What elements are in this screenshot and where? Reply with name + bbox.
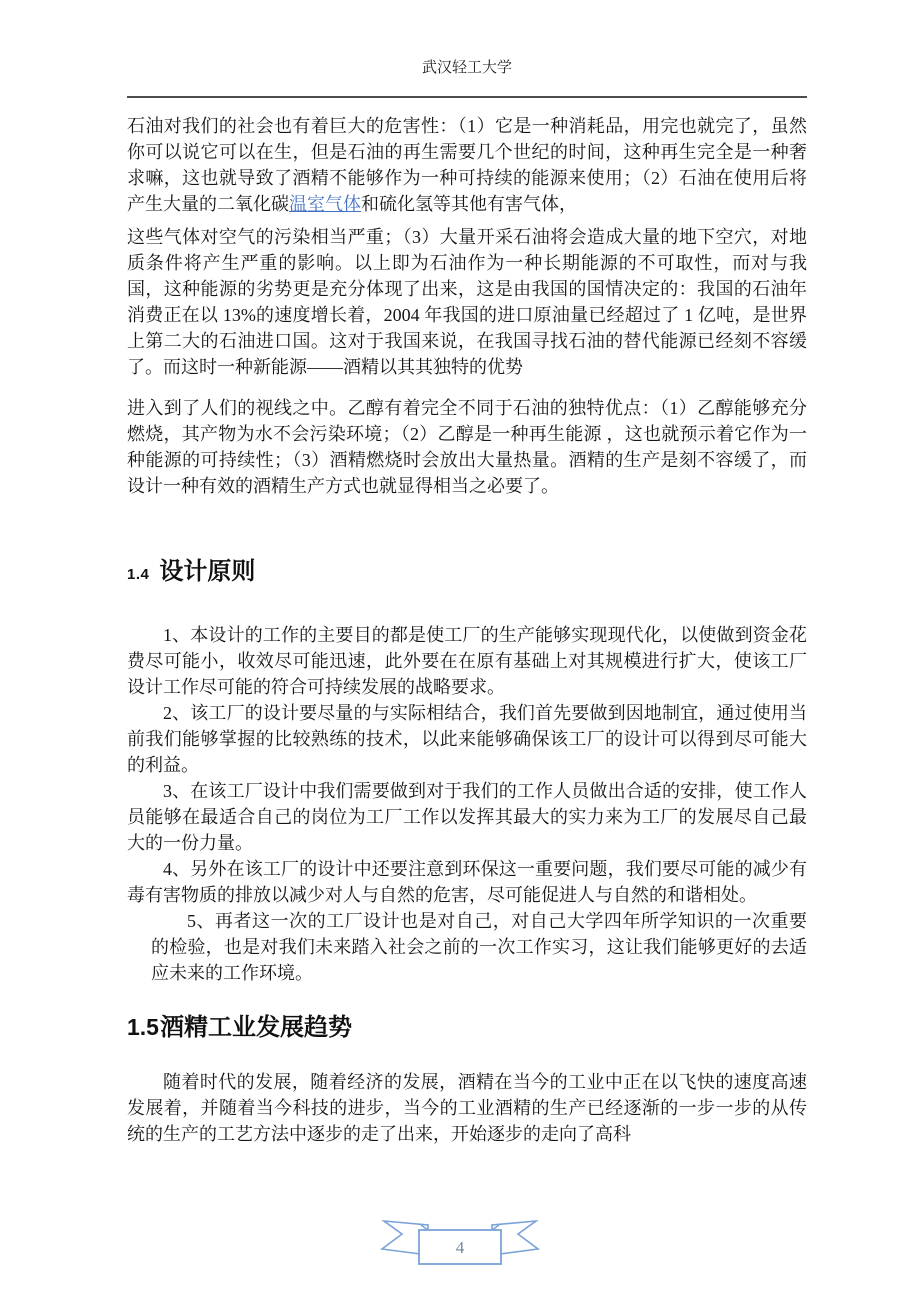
- intro-paragraph-1: [127, 113, 807, 217]
- university-name: 武汉轻工大学: [421, 60, 512, 76]
- section-1-4-heading: [127, 557, 807, 590]
- design-principle-item-2: 2、该工厂的设计要尽量的与实际相结合，我们首先要做到因地制宜，通过使用当前我们能够掌握的比较熟练的技术，以此来能够确保该工厂的设计可以得到尽可能大的利益。: [127, 703, 807, 775]
- section-1-5-heading: [127, 1012, 807, 1043]
- page-footer: [0, 1218, 920, 1273]
- ribbon-banner-icon: [372, 1218, 548, 1268]
- page-number: 4: [455, 1238, 465, 1257]
- intro-paragraph-2: 这些气体对空气的污染相当严重；（3）大量开采石油将会造成大量的地下空穴，对地质条件将产生严重的影响。以上即为石油作为一种长期能源的不可取性，而对与我国，这种能源的劣势更是充分体现了出来，这是由我国的国情决定的：我国的石油年消费正在以 13%的速度增长着，2004 年我国的进口原油量已经超过了 1 亿吨，是世界上第二大的石油进口国。这对于我国来说，在我国寻找石油的替代能源已经刻不容缓了。而这时一种新能源——酒精以其其独特的优势: [127, 227, 807, 377]
- page-header: [127, 58, 807, 78]
- intro-paragraph-3: 进入到了人们的视线之中。乙醇有着完全不同于石油的独特优点：（1）乙醇能够充分燃烧，其产物为水不会污染环境；（2）乙醇是一种再生能源 ，这也就预示着它作为一种能源的可持续性；（3）酒精燃烧时会放出大量热量。酒精的生产是刻不容缓了，而设计一种有效的酒精生产方式也就显得相当之必要了。: [127, 398, 807, 496]
- section-1-4-number: 1.4: [127, 566, 150, 583]
- design-principles-list: [127, 622, 807, 986]
- intro-paragraph-1-text-after-link: 和硫化氢等其他有害气体，: [361, 194, 577, 214]
- design-principle-item-3: 3、在该工厂设计中我们需要做到对于我们的工作人员做出合适的安排，使工作人员能够在最适合自己的岗位为工厂工作以发挥其最大的实力来为工厂的发展尽自己最大的一份力量。: [127, 781, 807, 853]
- section-1-5-number: 1.5: [127, 1014, 159, 1040]
- design-principle-item-4: 4、另外在该工厂的设计中还要注意到环保这一重要问题，我们要尽可能的减少有毒有害物质的排放以减少对人与自然的危害，尽可能促进人与自然的和谐相处。: [127, 859, 807, 905]
- design-principle-item-5: 5、再者这一次的工厂设计也是对自己，对自己大学四年所学知识的一次重要的检验，也是对我们未来踏入社会之前的一次工作实习，这让我们能够更好的去适应未来的工作环境。: [151, 911, 807, 983]
- alcohol-trend-paragraph: 随着时代的发展，随着经济的发展，酒精在当今的工业中正在以飞快的速度高速发展着，并随着当今科技的进步，当今的工业酒精的生产已经逐渐的一步一步的从传统的生产的工艺方法中逐步的走了出来，开始逐步的走向了高科: [127, 1072, 807, 1144]
- greenhouse-gas-link[interactable]: 温室气体: [289, 194, 361, 214]
- intro-section: [127, 113, 807, 499]
- header-rule: [127, 96, 807, 98]
- design-principle-item-1: 1、本设计的工作的主要目的都是使工厂的生产能够实现现代化，以使做到资金花费尽可能小，收效尽可能迅速，此外要在在原有基础上对其规模进行扩大，使该工厂设计工作尽可能的符合可持续发展的战略要求。: [127, 625, 807, 697]
- intro-paragraph-1-text-before-link: 石油对我们的社会也有着巨大的危害性：（1）它是一种消耗品，用完也就完了，虽然你可以说它可以在生，但是石油的再生需要几个世纪的时间，这种再生完全是一种奢求嘛，这也就导致了酒精不能够作为一种可持续的能源来使用；（2）石油在使用后将产生大量的二氧化碳: [127, 116, 807, 214]
- section-1-5-title: 酒精工业发展趋势: [159, 1014, 352, 1041]
- section-1-4-title: 设计原则: [159, 558, 256, 585]
